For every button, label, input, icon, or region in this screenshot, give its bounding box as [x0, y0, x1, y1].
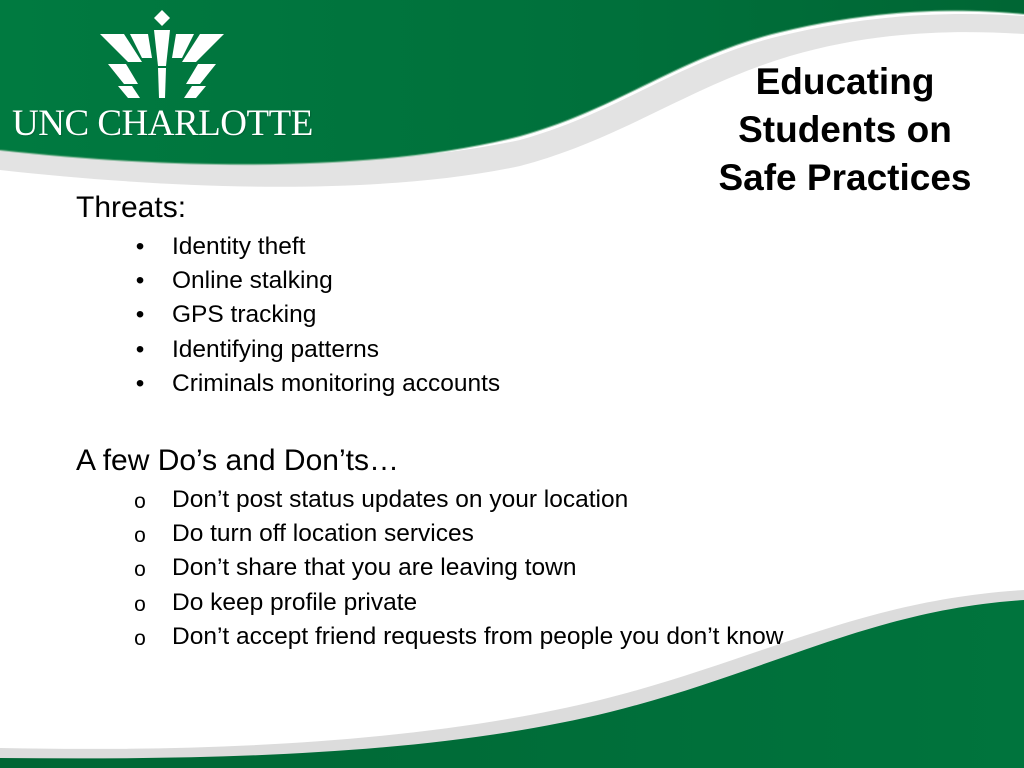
dos-donts-list	[76, 483, 976, 654]
title-line-3: Safe Practices	[718, 157, 972, 198]
list-item-text: Do keep profile private	[172, 588, 418, 616]
logo-wordmark: UNC CHARLOTTE	[12, 103, 313, 144]
threats-list	[76, 230, 976, 401]
threats-section	[76, 186, 976, 401]
list-item-text: GPS tracking	[172, 301, 317, 329]
list-item	[76, 620, 976, 654]
list-item	[76, 367, 976, 401]
list-item-text: Identifying patterns	[172, 335, 380, 363]
title-line-1: Educating	[755, 61, 935, 102]
list-item	[76, 483, 976, 517]
list-item	[76, 551, 976, 585]
list-item	[76, 517, 976, 551]
list-item	[76, 586, 976, 620]
unc-charlotte-crown-logo-icon	[94, 6, 254, 106]
list-item	[76, 333, 976, 367]
bullet-circle-icon: o	[134, 524, 146, 548]
list-item-text: Don’t accept friend requests from people you don’t know	[172, 622, 784, 650]
list-item	[76, 298, 976, 332]
list-item	[76, 264, 976, 298]
bullet-circle-icon: o	[134, 490, 146, 513]
list-item-text: Online stalking	[172, 267, 333, 295]
bullet-dot-icon: •	[135, 369, 145, 397]
threats-heading: Threats:	[76, 191, 187, 224]
title-line-2: Students on	[738, 109, 952, 150]
bullet-dot-icon: •	[135, 267, 145, 295]
bullet-dot-icon: •	[135, 301, 145, 329]
bullet-circle-icon: o	[134, 626, 146, 650]
dos-donts-section	[76, 439, 976, 654]
list-item-text: Don’t post status updates on your location	[172, 486, 629, 513]
list-item	[76, 230, 976, 264]
bullet-circle-icon: o	[134, 558, 146, 582]
list-item-text: Identity theft	[172, 233, 306, 260]
bullet-dot-icon: •	[135, 335, 145, 363]
list-item-text: Criminals monitoring accounts	[172, 369, 501, 397]
slide-title	[698, 58, 992, 202]
list-item-text: Don’t share that you are leaving town	[172, 554, 577, 582]
list-item-text: Do turn off location services	[172, 520, 474, 548]
bullet-dot-icon: •	[135, 233, 145, 260]
dos-donts-heading: A few Do’s and Don’ts…	[76, 444, 399, 477]
unc-charlotte-logo	[10, 6, 320, 146]
bullet-circle-icon: o	[134, 592, 146, 616]
